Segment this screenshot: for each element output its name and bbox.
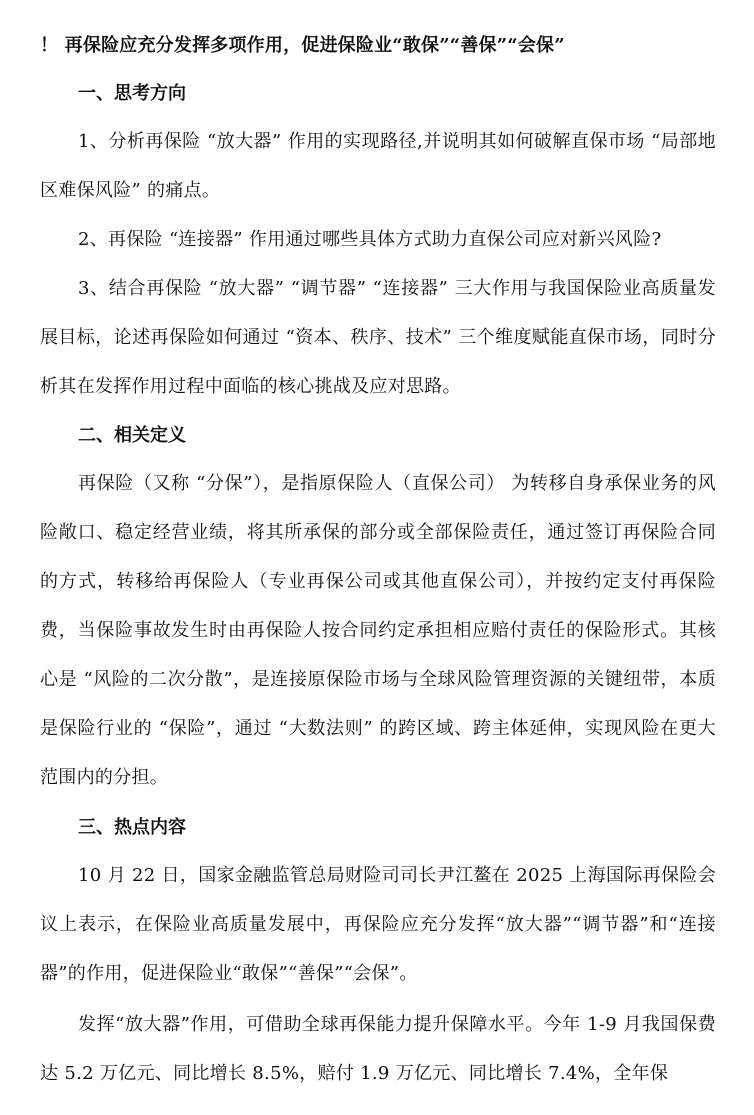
section-heading-hot-topics: 三、热点内容 (78, 817, 186, 838)
paragraph-reinsurance-definition: 再保险（又称 “分保”），是指原保险人（直保公司） 为转移自身承保业务的风险敞口、稳定经营业绩，将其所承保的部分或全部保险责任，通过签订再保险合同的方式，转移给再保险人（专业再保公司或其他直保公司），并按约定支付再保险费，当保险事故发生时由再保险人按合同约定承担相应赔付责任的保险形式。其核心是 “风险的二次分散”，是连接原保险市场与全球风险管理资源的关键纽带，本质是保险行业的 “保险”，通过 “大数法则” 的跨区域、跨主体延伸，实现风险在更大范围内的分担。 (40, 473, 716, 788)
paragraph-question-3: 3、结合再保险 “放大器” “调节器” “连接器” 三大作用与我国保险业高质量发展目标，论述再保险如何通过 “资本、秩序、技术” 三个维度赋能直保市场，同时分析其在发挥作用过程中面临的核心挑战及应对思路。 (40, 278, 716, 397)
document-title: ！ 再保险应充分发挥多项作用，促进保险业“敢保”“善保”“会保” (40, 35, 565, 56)
paragraph-hot-topic-news: 10 月 22 日，国家金融监管总局财险司司长尹江鳌在 2025 上海国际再保险会议上表示，在保险业高质量发展中，再保险应充分发挥“放大器”“调节器”和“连接器”的作用，促进保险业“敢保”“善保”“会保”。 (40, 865, 716, 984)
paragraph-amplifier-role: 发挥“放大器”作用，可借助全球再保能力提升保障水平。今年 1-9 月我国保费达 5.2 万亿元、同比增长 8.5%，赔付 1.9 万亿元、同比增长 7.4%，全年保 (40, 1014, 716, 1084)
paragraph-question-1: 1、分析再保险 “放大器” 作用的实现路径,并说明其如何破解直保市场 “局部地区难保风险” 的痛点。 (40, 131, 716, 201)
section-heading-thinking-direction: 一、思考方向 (78, 83, 186, 104)
paragraph-question-2: 2、再保险 “连接器” 作用通过哪些具体方式助力直保公司应对新兴风险? (78, 229, 662, 250)
section-heading-definitions: 二、相关定义 (78, 425, 186, 446)
